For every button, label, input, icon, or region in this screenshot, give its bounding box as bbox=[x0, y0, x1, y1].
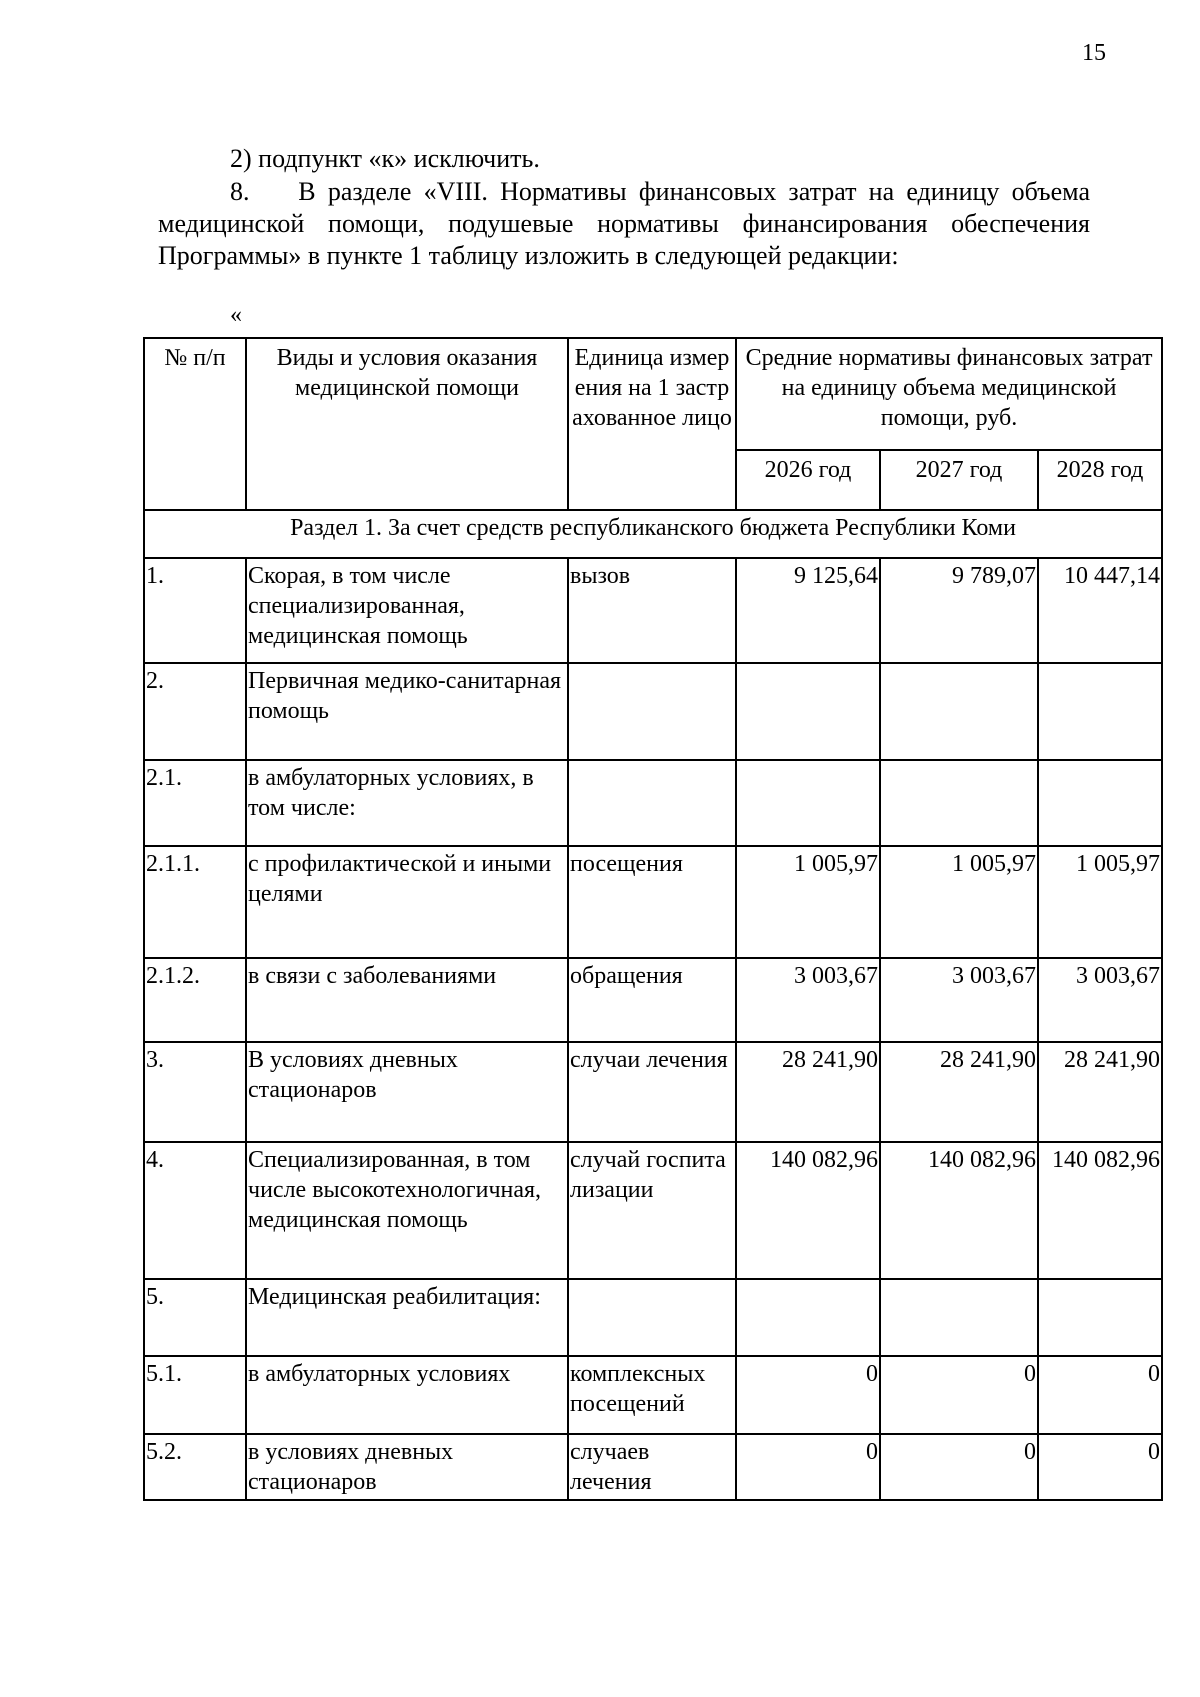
row-value-2026: 140 082,96 bbox=[736, 1142, 880, 1279]
header-kind: Виды и условия оказания медицинской помощи bbox=[246, 338, 568, 510]
row-value-2027 bbox=[880, 1279, 1038, 1356]
row-num: 2.1.2. bbox=[144, 958, 246, 1042]
row-unit bbox=[568, 760, 736, 846]
table-row bbox=[144, 1042, 1162, 1142]
row-value-2028: 0 bbox=[1038, 1434, 1162, 1500]
opening-quote: « bbox=[230, 302, 242, 328]
table-row bbox=[144, 1279, 1162, 1356]
row-value-2026 bbox=[736, 663, 880, 760]
row-unit: случаев лечения bbox=[568, 1434, 736, 1500]
row-num: 2.1.1. bbox=[144, 846, 246, 958]
row-unit: посещения bbox=[568, 846, 736, 958]
paragraph-subpoint: 2) подпункт «к» исключить. bbox=[230, 144, 540, 173]
row-value-2027: 0 bbox=[880, 1434, 1038, 1500]
row-value-2027: 0 bbox=[880, 1356, 1038, 1434]
row-value-2028: 3 003,67 bbox=[1038, 958, 1162, 1042]
row-num: 5.2. bbox=[144, 1434, 246, 1500]
row-value-2026: 3 003,67 bbox=[736, 958, 880, 1042]
row-value-2026: 28 241,90 bbox=[736, 1042, 880, 1142]
table-row bbox=[144, 558, 1162, 663]
header-num: № п/п bbox=[144, 338, 246, 510]
table-row bbox=[144, 958, 1162, 1042]
row-value-2027: 1 005,97 bbox=[880, 846, 1038, 958]
financial-norms-table bbox=[143, 337, 1163, 1501]
row-value-2027: 9 789,07 bbox=[880, 558, 1038, 663]
row-kind: в амбулаторных условиях, в том числе: bbox=[246, 760, 568, 846]
row-value-2026: 1 005,97 bbox=[736, 846, 880, 958]
section-title: Раздел 1. За счет средств республиканского бюджета Республики Коми bbox=[144, 510, 1162, 558]
row-unit: обращения bbox=[568, 958, 736, 1042]
row-kind: в связи с заболеваниями bbox=[246, 958, 568, 1042]
row-kind: в амбулаторных условиях bbox=[246, 1356, 568, 1434]
row-kind: в условиях дневных стационаров bbox=[246, 1434, 568, 1500]
row-value-2028 bbox=[1038, 760, 1162, 846]
table-row bbox=[144, 760, 1162, 846]
row-value-2027: 28 241,90 bbox=[880, 1042, 1038, 1142]
row-value-2027 bbox=[880, 760, 1038, 846]
row-value-2028 bbox=[1038, 1279, 1162, 1356]
header-year-2028: 2028 год bbox=[1038, 450, 1162, 510]
row-value-2027: 140 082,96 bbox=[880, 1142, 1038, 1279]
header-group: Средние нормативы финансовых затрат на единицу объема медицинской помощи, руб. bbox=[736, 338, 1162, 450]
row-value-2028: 1 005,97 bbox=[1038, 846, 1162, 958]
table-row bbox=[144, 1434, 1162, 1500]
row-value-2028: 10 447,14 bbox=[1038, 558, 1162, 663]
row-num: 1. bbox=[144, 558, 246, 663]
row-kind: Медицинская реабилитация: bbox=[246, 1279, 568, 1356]
row-value-2026 bbox=[736, 760, 880, 846]
row-value-2028: 28 241,90 bbox=[1038, 1042, 1162, 1142]
section-row bbox=[144, 510, 1162, 558]
paragraph-section-8: 8. В разделе «VIII. Нормативы финансовых затрат на единицу объема медицинской помощи, подушевые нормативы финансирования обеспечения Программы» в пункте 1 таблицу изложить в следующей редакции: bbox=[158, 177, 1090, 270]
table-row bbox=[144, 1142, 1162, 1279]
page-number: 15 bbox=[1082, 40, 1106, 66]
row-value-2028: 0 bbox=[1038, 1356, 1162, 1434]
table-header-row bbox=[144, 338, 1162, 450]
table-row bbox=[144, 846, 1162, 958]
row-unit: вызов bbox=[568, 558, 736, 663]
row-num: 5. bbox=[144, 1279, 246, 1356]
header-unit: Единица измерения на 1 застрахованное лицо bbox=[568, 338, 736, 510]
row-kind: Скорая, в том числе специализированная, медицинская помощь bbox=[246, 558, 568, 663]
row-unit: комплексных посещений bbox=[568, 1356, 736, 1434]
table-row bbox=[144, 663, 1162, 760]
row-unit bbox=[568, 1279, 736, 1356]
row-value-2028: 140 082,96 bbox=[1038, 1142, 1162, 1279]
row-kind: В условиях дневных стационаров bbox=[246, 1042, 568, 1142]
row-value-2028 bbox=[1038, 663, 1162, 760]
row-num: 2.1. bbox=[144, 760, 246, 846]
row-num: 3. bbox=[144, 1042, 246, 1142]
row-kind: Специализированная, в том числе высокотехнологичная, медицинская помощь bbox=[246, 1142, 568, 1279]
row-value-2026: 9 125,64 bbox=[736, 558, 880, 663]
row-unit bbox=[568, 663, 736, 760]
header-year-2027: 2027 год bbox=[880, 450, 1038, 510]
row-num: 5.1. bbox=[144, 1356, 246, 1434]
row-unit: случай госпитализации bbox=[568, 1142, 736, 1279]
row-num: 2. bbox=[144, 663, 246, 760]
row-value-2027 bbox=[880, 663, 1038, 760]
row-kind: Первичная медико-санитарная помощь bbox=[246, 663, 568, 760]
row-value-2026: 0 bbox=[736, 1356, 880, 1434]
row-unit: случаи лечения bbox=[568, 1042, 736, 1142]
row-value-2027: 3 003,67 bbox=[880, 958, 1038, 1042]
header-year-2026: 2026 год bbox=[736, 450, 880, 510]
row-num: 4. bbox=[144, 1142, 246, 1279]
table-row bbox=[144, 1356, 1162, 1434]
row-value-2026 bbox=[736, 1279, 880, 1356]
row-value-2026: 0 bbox=[736, 1434, 880, 1500]
row-kind: с профилактической и иными целями bbox=[246, 846, 568, 958]
